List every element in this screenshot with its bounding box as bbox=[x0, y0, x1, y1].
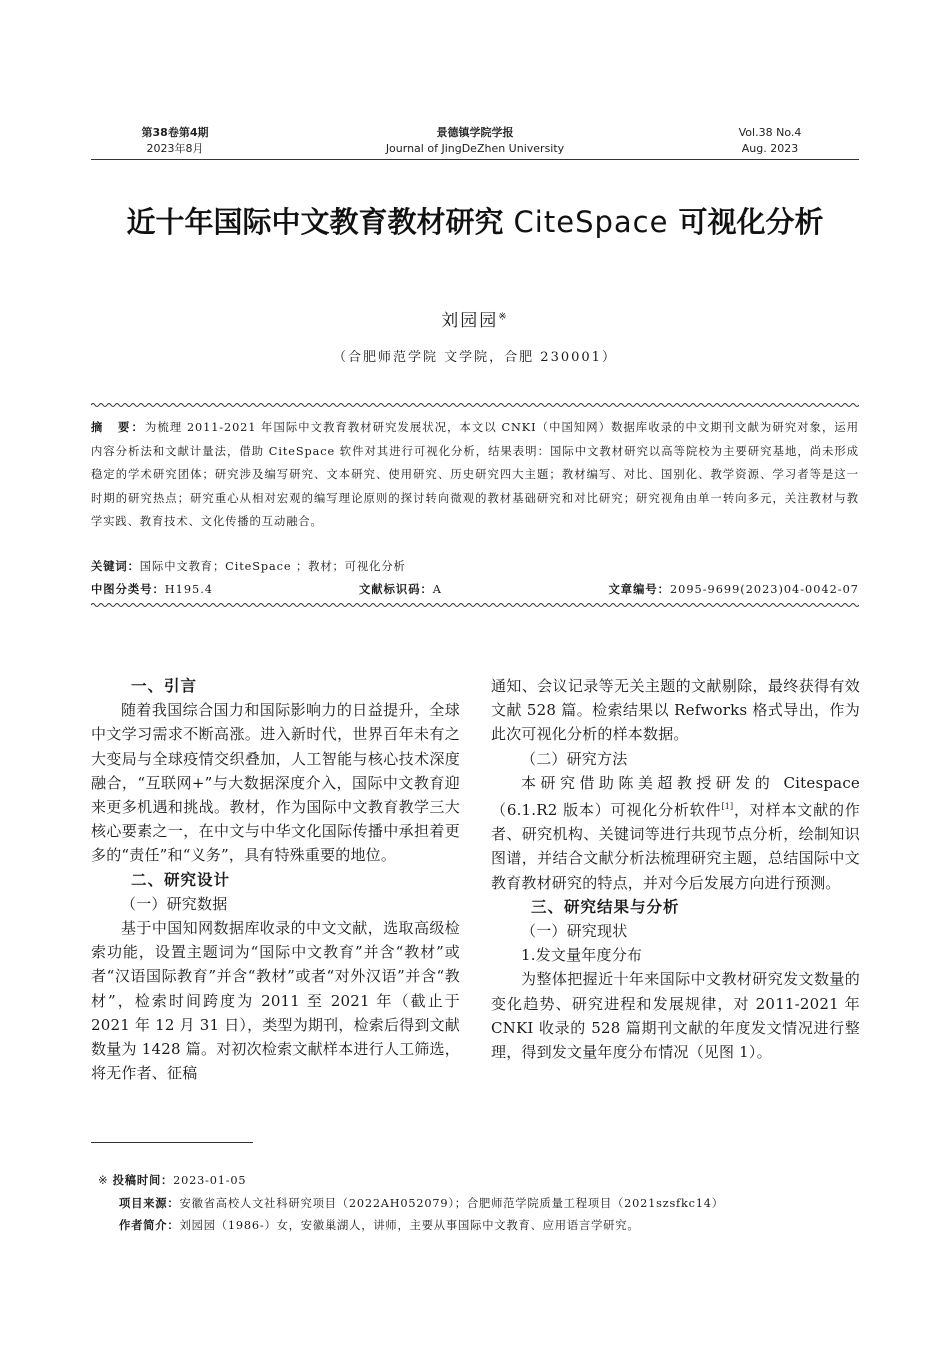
heading-introduction: 一、引言 bbox=[131, 677, 198, 695]
header-volume-en: Vol.38 No.4 bbox=[738, 126, 802, 139]
author-name: 刘园园 bbox=[441, 311, 499, 331]
bio-label: 作者简介： bbox=[119, 1219, 180, 1232]
art-value: 2095-9699(2023)04-0042-07 bbox=[669, 583, 859, 596]
submission-label: 投稿时间： bbox=[112, 1174, 174, 1187]
heading-research-data: （一）研究数据 bbox=[121, 894, 228, 913]
citation-ref-1: [1] bbox=[721, 802, 734, 812]
article-title bbox=[0, 200, 950, 241]
wavy-rule-top bbox=[91, 402, 859, 408]
journal-name-zh: 景德镇学院学报 bbox=[436, 126, 514, 139]
header-rule bbox=[91, 159, 859, 160]
keywords-text: 国际中文教育；CiteSpace ；教材；可视化分析 bbox=[139, 560, 406, 573]
paragraph-data-continued: 通知、会议记录等无关主题的文献剔除，最终获得有效文献 528 篇。检索结果以 Refworks 格式导出，作为此次可视化分析的样本数据。 bbox=[491, 677, 860, 744]
keywords-label: 关键词： bbox=[91, 560, 140, 573]
journal-name-en: Journal of JingDeZhen University bbox=[385, 142, 565, 155]
abstract bbox=[91, 416, 859, 534]
header-date-en: Aug. 2023 bbox=[741, 142, 799, 155]
header-volume-issue: 第38卷第4期 bbox=[141, 126, 209, 139]
header-vol-en bbox=[715, 125, 825, 157]
footnote-submission bbox=[98, 1170, 858, 1193]
heading-results: 三、研究结果与分析 bbox=[531, 897, 680, 916]
author-line bbox=[0, 306, 950, 331]
doc-code bbox=[359, 579, 442, 601]
footnote-bio bbox=[98, 1215, 858, 1238]
art-label: 文章编号： bbox=[608, 583, 670, 596]
title-part1: 近十年国际中文教育教材研究 bbox=[126, 205, 514, 239]
keywords bbox=[91, 556, 859, 578]
method-text-b: ，对样本文献的作者、研究机构、关键词等进行共现节点分析，绘制知识图谱，并结合文献分析法梳理研究主题，总结国际中文教育教材研究的特点，并对今后发展方向进行预测。 bbox=[491, 801, 860, 892]
title-latin: CiteSpace bbox=[513, 205, 669, 239]
footnote-mark: ※ bbox=[98, 1174, 109, 1187]
clc-label: 中图分类号： bbox=[91, 583, 165, 596]
left-column bbox=[91, 674, 460, 1085]
affiliation: （合肥师范学院 文学院，合肥 230001） bbox=[333, 350, 617, 365]
title-part2: 可视化分析 bbox=[668, 205, 824, 239]
submission-date: 2023-01-05 bbox=[173, 1174, 247, 1187]
paragraph-research-data: 基于中国知网数据库收录的中文文献，选取高级检索功能，设置主题词为“国际中文教育”并含“教材”或者“汉语国际教育”并含“教材”或者“对外汉语”并含“教材”，检索时间跨度为 2011 至 2021 年（截止于 2021 年 12 月 31 日），类型为期刊，检索后得到文献数量为 1428 篇。对初次检索文献样本进行人工筛选，将无作者、征稿 bbox=[91, 919, 460, 1083]
header-date: 2023年8月 bbox=[146, 142, 204, 155]
wavy-rule-bottom bbox=[91, 602, 859, 608]
heading-annual-distribution: 1.发文量年度分布 bbox=[521, 946, 643, 965]
paragraph-annual-distribution: 为整体把握近十年来国际中文教材研究发文数量的变化趋势、研究进程和发展规律，对 2011-2021 年 CNKI 收录的 528 篇期刊文献的年度发文情况进行整理，得到发文量年度分布情况（见图 1）。 bbox=[491, 970, 860, 1062]
footnote-rule bbox=[91, 1142, 253, 1143]
heading-status: （一）研究现状 bbox=[521, 922, 628, 941]
bio-value: 刘园园（1986-）女，安徽巢湖人，讲师，主要从事国际中文教育、应用语言学研究。 bbox=[179, 1219, 640, 1232]
article-number bbox=[594, 579, 859, 601]
paragraph-introduction: 随着我国综合国力和国际影响力的日益提升，全球中文学习需求不断高涨。进入新时代，世界百年未有之大变局与全球疫情交织叠加，人工智能与核心技术深度融合，“互联网+”与大数据深度介入，国际中文教育迎来更多机遇和挑战。教材，作为国际中文教育教学三大核心要素之一，在中文与中华文化国际传播中承担着更多的“责任”和“义务”，具有特殊重要的地位。 bbox=[91, 701, 460, 865]
clc-value: H195.4 bbox=[164, 583, 213, 596]
funding-value: 安徽省高校人文社科研究项目（2022AH052079）；合肥师范学院质量工程项目（2021szsfkc14） bbox=[179, 1196, 724, 1210]
right-column bbox=[491, 674, 860, 1064]
heading-research-method: （二）研究方法 bbox=[521, 749, 628, 768]
footnote bbox=[98, 1170, 858, 1238]
paragraph-research-method bbox=[491, 771, 860, 895]
footnote-funding bbox=[98, 1193, 858, 1216]
method-text-a: 本研究借助陈美超教授研发的 Citespace（6.1.R2 版本）可视化分析软件 bbox=[491, 773, 860, 820]
heading-research-design: 二、研究设计 bbox=[131, 870, 231, 889]
header-journal bbox=[350, 125, 600, 157]
abstract-label: 摘 要： bbox=[91, 421, 146, 434]
header-issue bbox=[120, 125, 230, 157]
funding-label: 项目来源： bbox=[119, 1196, 180, 1210]
clc-number bbox=[91, 579, 213, 601]
abstract-text: 为梳理 2011-2021 年国际中文教育教材研究发展状况，本文以 CNKI（中国知网）数据库收录的中文期刊文献为研究对象，运用内容分析法和文献计量法，借助 CiteSpace 软件对其进行可视化分析，结果表明：国际中文教材研究以高等院校为主要研究基地，尚未形成稳定的学术研究团体；研究涉及编写研究、文本研究、使用研究、历史研究四大主题；教材编写、对比、国别化、教学资源、学习者等是这一时期的研究热点；研究重心从相对宏观的编写理论原则的探讨转向微观的教材基础研究和对比研究；研究视角由单一转向多元，关注教材与教学实践、教育技术、文化传播的互动融合。 bbox=[91, 421, 859, 528]
doc-label: 文献标识码： bbox=[359, 583, 433, 596]
doc-value: A bbox=[432, 583, 442, 596]
author-mark: ※ bbox=[498, 311, 509, 323]
